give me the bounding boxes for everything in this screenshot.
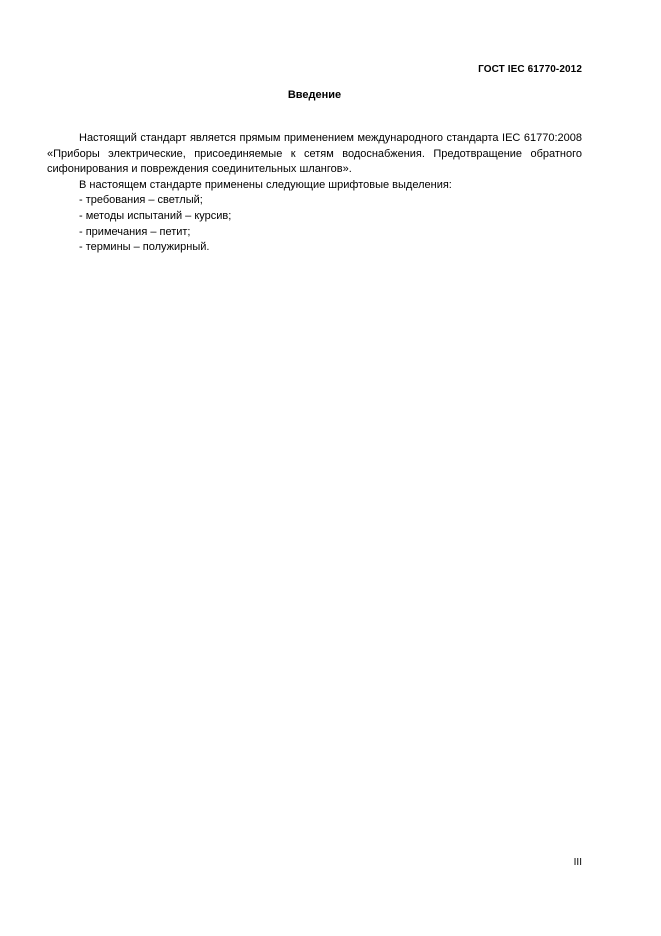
section-title-text: Введение [287, 89, 342, 101]
page-number: III [573, 857, 582, 868]
list-item: - требования – светлый; [79, 194, 203, 207]
list-item: - методы испытаний – курсив; [79, 209, 232, 222]
list-item: - термины – полужирный. [79, 241, 210, 254]
document-body [47, 131, 582, 256]
intro-paragraph: Настоящий стандарт является прямым применением международного стандарта IEC 61770:2008 «Приборы электрические, присоединяемые к сетям водоснабжения. Предотвращение обратного сифонирования и повреждения соединительных шлангов». [47, 132, 582, 176]
font-conventions-list [47, 193, 582, 255]
section-title [0, 89, 661, 101]
font-conventions-paragraph: В настоящем стандарте применены следующие шрифтовые выделения: [79, 178, 452, 191]
list-item: - примечания – петит; [79, 225, 191, 238]
document-code-header: ГОСТ IEC 61770-2012 [478, 64, 582, 75]
